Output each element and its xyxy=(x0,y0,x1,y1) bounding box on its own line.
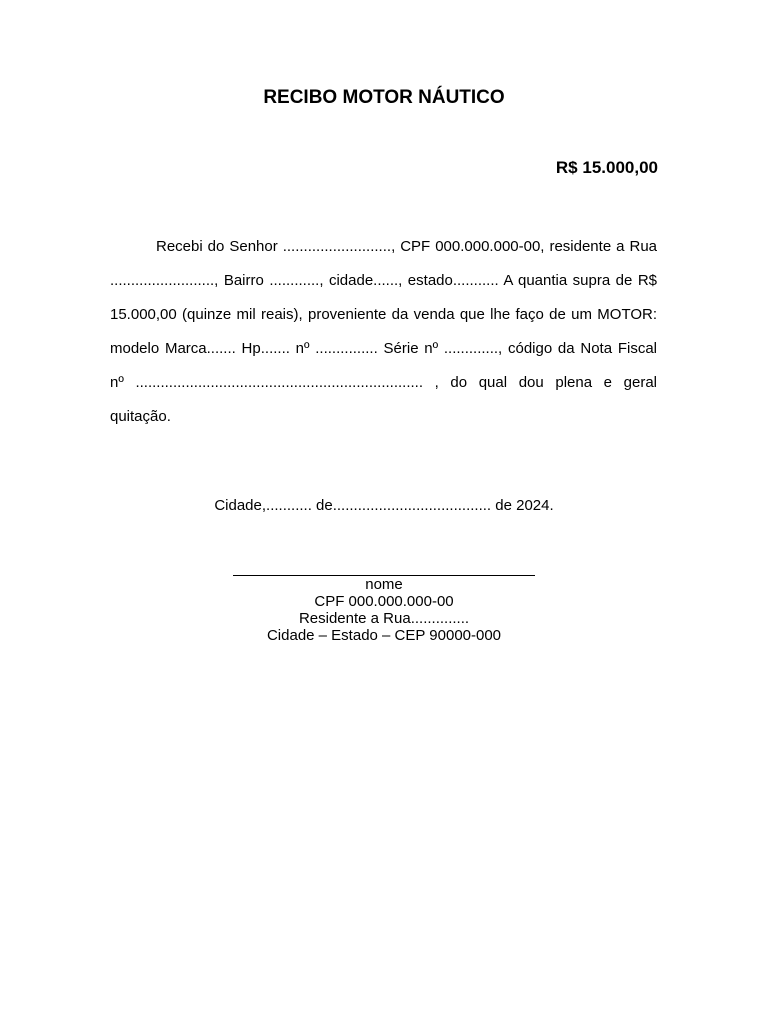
signer-city-state-zip: Cidade – Estado – CEP 90000-000 xyxy=(266,627,502,644)
receipt-body-paragraph: Recebi do Senhor .........................., CPF 000.000.000-00, residente a Rua ........................., Bairro ............, cidade......, estado........... A quantia supra de R$ 15.000,00 (quinze mil reais), proveniente da venda que lhe faço de um MOTOR: modelo Marca....... Hp....... nº ............... Série nº ............., código da Nota Fiscal nº ..................................................................... , do qual dou plena e geral quitação. xyxy=(110,238,657,425)
date-line: Cidade,........... de...................................... de 2024. xyxy=(214,497,554,514)
signature-block xyxy=(0,556,768,644)
signer-address: Residente a Rua.............. xyxy=(298,610,470,627)
receipt-amount: R$ 15.000,00 xyxy=(555,158,658,177)
document-title: RECIBO MOTOR NÁUTICO xyxy=(263,87,505,108)
signer-cpf: CPF 000.000.000-00 xyxy=(314,593,454,610)
signature-line xyxy=(233,556,535,576)
signer-name: nome xyxy=(365,576,403,593)
